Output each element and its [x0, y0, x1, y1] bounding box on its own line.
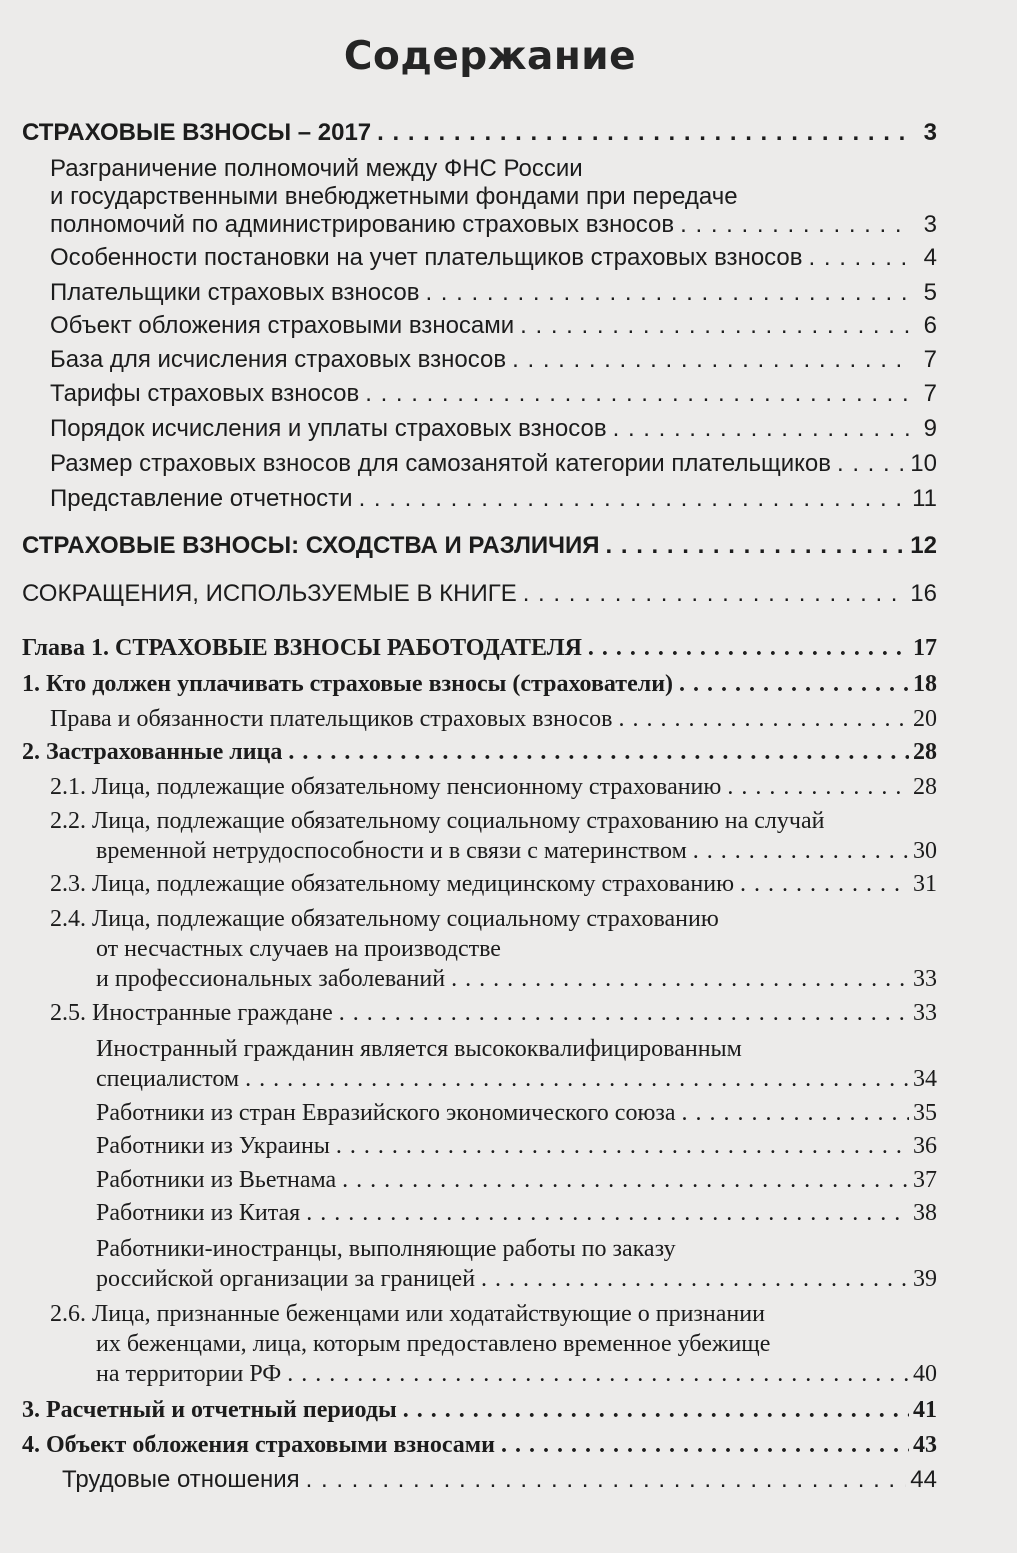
toc-page-number: 7 — [923, 346, 937, 373]
leader-dots — [613, 416, 909, 441]
toc-entry-text: Работники из Вьетнама — [96, 1167, 337, 1193]
toc-entry[interactable] — [96, 1067, 937, 1092]
toc-entry-line: Разграничение полномочий между ФНС России — [50, 155, 583, 182]
toc-entry[interactable] — [50, 707, 937, 732]
leader-dots — [809, 245, 909, 270]
toc-entry-text: Размер страховых взносов для самозанятой категории плательщиков — [50, 450, 831, 477]
toc-entry[interactable] — [50, 451, 937, 476]
toc-entry[interactable] — [96, 1101, 937, 1126]
toc-entry[interactable] — [50, 486, 937, 511]
toc-entry-text: 2.3. Лица, подлежащие обязательному медицинскому страхованию — [50, 871, 735, 897]
leader-dots — [336, 1134, 909, 1159]
toc-entry-text: Работники из Украины — [96, 1133, 330, 1159]
toc-page-number: 12 — [910, 532, 937, 559]
toc-page-number: 44 — [910, 1466, 937, 1493]
toc-page-number: 4 — [923, 244, 937, 271]
leader-dots — [245, 1067, 909, 1092]
leader-dots — [359, 486, 909, 511]
leader-dots — [682, 1101, 909, 1126]
toc-entry-line: от несчастных случаев на производстве — [96, 936, 501, 962]
toc-entry-text: специалистом — [96, 1066, 240, 1092]
toc-entry[interactable] — [96, 1168, 937, 1193]
leader-dots — [339, 1001, 909, 1026]
leader-dots — [606, 533, 907, 558]
toc-entry[interactable] — [22, 581, 937, 606]
toc-entry[interactable] — [22, 740, 937, 765]
toc-entry[interactable] — [50, 381, 937, 406]
toc-page-number: 3 — [923, 211, 937, 238]
leader-dots — [512, 347, 909, 372]
toc-entry[interactable] — [50, 245, 937, 270]
toc-entry-line: Работники-иностранцы, выполняющие работы по заказу — [96, 1236, 676, 1262]
toc-entry-text: 2.1. Лица, подлежащие обязательному пенсионному страхованию — [50, 774, 722, 800]
toc-page-number: 3 — [923, 119, 937, 146]
toc-entry-line: Иностранный гражданин является высококвалифицированным — [96, 1036, 742, 1062]
leader-dots — [837, 451, 906, 476]
toc-entry[interactable] — [50, 212, 937, 237]
leader-dots — [523, 581, 907, 606]
toc-entry[interactable] — [50, 347, 937, 372]
toc-entry-text: полномочий по администрированию страховых взносов — [50, 211, 675, 238]
toc-entry-line: и государственными внебюджетными фондами при передаче — [50, 183, 738, 210]
toc-entry-text: 1. Кто должен уплачивать страховые взносы (страхователи) — [22, 671, 674, 697]
toc-entry-text: База для исчисления страховых взносов — [50, 346, 507, 373]
toc-page-number: 28 — [913, 774, 937, 800]
toc-entry[interactable] — [96, 967, 937, 992]
toc-page-number: 35 — [913, 1100, 937, 1126]
toc-entry[interactable] — [22, 533, 937, 558]
toc-entry-line: 2.4. Лица, подлежащие обязательному социальному страхованию — [50, 906, 719, 932]
toc-entry[interactable] — [96, 839, 937, 864]
toc-entry[interactable] — [50, 872, 937, 897]
toc-entry-text: Особенности постановки на учет плательщиков страховых взносов — [50, 244, 803, 271]
toc-entry[interactable] — [22, 672, 937, 697]
leader-dots — [288, 740, 909, 765]
toc-entry-text: на территории РФ — [96, 1361, 282, 1387]
toc-page-number: 43 — [913, 1432, 937, 1458]
toc-entry-text: Объект обложения страховыми взносами — [50, 312, 515, 339]
leader-dots — [425, 280, 909, 305]
leader-dots — [501, 1433, 909, 1458]
leader-dots — [693, 839, 909, 864]
toc-entry[interactable] — [96, 1134, 937, 1159]
leader-dots — [727, 775, 909, 800]
toc-entry-text: Глава 1. СТРАХОВЫЕ ВЗНОСЫ РАБОТОДАТЕЛЯ — [22, 635, 582, 661]
toc-entry[interactable] — [96, 1201, 937, 1226]
toc-page-number: 31 — [913, 871, 937, 897]
toc-page-number: 39 — [913, 1266, 937, 1292]
leader-dots — [306, 1467, 907, 1492]
toc-entry[interactable] — [96, 1362, 937, 1387]
toc-entry-text: 4. Объект обложения страховыми взносами — [22, 1432, 495, 1458]
toc-page-number: 7 — [923, 380, 937, 407]
toc-page-number: 28 — [913, 739, 937, 765]
toc-page-number: 18 — [913, 671, 937, 697]
leader-dots — [618, 707, 909, 732]
toc-entry-text: Порядок исчисления и уплаты страховых взносов — [50, 415, 607, 442]
leader-dots — [403, 1398, 909, 1423]
toc-entry[interactable] — [50, 416, 937, 441]
toc-entry-text: Тарифы страховых взносов — [50, 380, 360, 407]
leader-dots — [377, 120, 909, 145]
toc-entry-text: Плательщики страховых взносов — [50, 279, 420, 306]
toc-page-number: 20 — [913, 706, 937, 732]
toc-entry[interactable] — [50, 313, 937, 338]
toc-entry-line: их беженцами, лица, которым предоставлено временное убежище — [96, 1331, 771, 1357]
toc-entry-text: Представление отчетности — [50, 485, 353, 512]
toc-entry[interactable] — [22, 1398, 937, 1423]
toc-page-number: 40 — [913, 1361, 937, 1387]
leader-dots — [451, 967, 909, 992]
toc-entry[interactable] — [50, 775, 937, 800]
leader-dots — [740, 872, 909, 897]
leader-dots — [679, 672, 909, 697]
toc-entry[interactable] — [96, 1267, 937, 1292]
toc-entry-text: Трудовые отношения — [62, 1466, 300, 1493]
leader-dots — [365, 381, 909, 406]
toc-page-number: 6 — [923, 312, 937, 339]
leader-dots — [680, 212, 909, 237]
toc-page-number: 38 — [913, 1200, 937, 1226]
toc-entry-line: 2.6. Лица, признанные беженцами или ходатайствующие о признании — [50, 1301, 765, 1327]
toc-entry-line: 2.2. Лица, подлежащие обязательному социальному страхованию на случай — [50, 808, 825, 834]
toc-page-number: 37 — [913, 1167, 937, 1193]
toc-entry-text: 2. Застрахованные лица — [22, 739, 283, 765]
toc-entry[interactable] — [22, 636, 937, 661]
toc-entry[interactable] — [50, 280, 937, 305]
leader-dots — [520, 313, 909, 338]
toc-entry[interactable] — [22, 1433, 937, 1458]
toc-page-number: 30 — [913, 838, 937, 864]
page-title: Содержание — [343, 34, 637, 79]
toc-entry[interactable] — [50, 1001, 937, 1026]
toc-page-number: 9 — [923, 415, 937, 442]
toc-entry[interactable] — [22, 120, 937, 145]
toc-entry-text: Права и обязанности плательщиков страховых взносов — [50, 706, 613, 732]
toc-page-number: 41 — [913, 1397, 937, 1423]
toc-page-number: 5 — [923, 279, 937, 306]
leader-dots — [481, 1267, 909, 1292]
toc-entry-text: СТРАХОВЫЕ ВЗНОСЫ: СХОДСТВА И РАЗЛИЧИЯ — [22, 532, 600, 559]
leader-dots — [588, 636, 909, 661]
toc-page-number: 33 — [913, 1000, 937, 1026]
toc-page-number: 17 — [913, 635, 937, 661]
toc-page-number: 33 — [913, 966, 937, 992]
toc-page-number: 10 — [910, 450, 937, 477]
toc-entry-text: временной нетрудоспособности и в связи с материнством — [96, 838, 687, 864]
leader-dots — [342, 1168, 909, 1193]
toc-entry-text: российской организации за границей — [96, 1266, 476, 1292]
toc-entry-text: Работники из стран Евразийского экономического союза — [96, 1100, 676, 1126]
toc-entry-text: 2.5. Иностранные граждане — [50, 1000, 333, 1026]
leader-dots — [306, 1201, 909, 1226]
toc-page-number: 34 — [913, 1066, 937, 1092]
toc-page-number: 16 — [910, 580, 937, 607]
toc-entry-text: 3. Расчетный и отчетный периоды — [22, 1397, 397, 1423]
toc-entry-text: СОКРАЩЕНИЯ, ИСПОЛЬЗУЕМЫЕ В КНИГЕ — [22, 580, 517, 607]
toc-page-number: 36 — [913, 1133, 937, 1159]
toc-entry-text: СТРАХОВЫЕ ВЗНОСЫ – 2017 — [22, 119, 372, 146]
toc-entry[interactable] — [62, 1467, 937, 1492]
leader-dots — [287, 1362, 909, 1387]
toc-entry-text: и профессиональных заболеваний — [96, 966, 446, 992]
toc-page-number: 11 — [912, 485, 937, 512]
toc-entry-text: Работники из Китая — [96, 1200, 301, 1226]
